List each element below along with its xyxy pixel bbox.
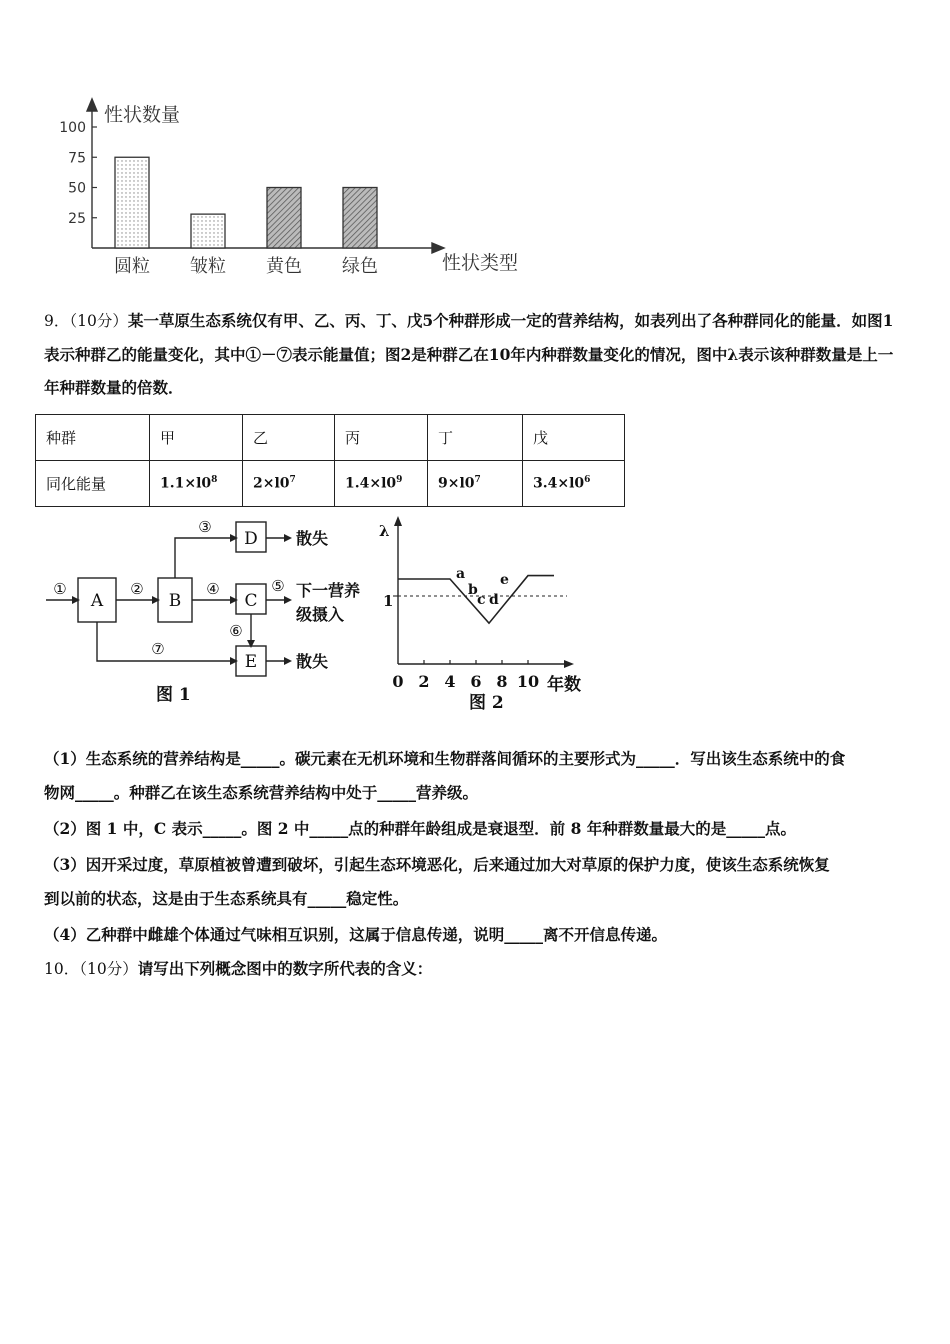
figure-1-energy-flow [40, 514, 370, 714]
table-header-cell: 种群 [36, 415, 150, 461]
x-tick-label: 10 [516, 672, 540, 691]
q9-number: 9．（10分） [44, 312, 128, 330]
x-tick-label: 4 [444, 672, 456, 691]
box-d-label: D [244, 529, 258, 549]
q10-text: 请写出下列概念图中的数字所代表的含义： [137, 959, 433, 978]
x-tick-label: 2 [418, 672, 430, 691]
y-tick-label: 25 [68, 210, 86, 227]
x-category-label: 黄色 [266, 256, 302, 277]
x-tick-label: 6 [470, 672, 482, 691]
trait-bar-chart [40, 95, 560, 290]
point-label-c: c [477, 592, 486, 608]
figure-1-caption: 图 1 [156, 685, 191, 705]
y-tick-label: 50 [68, 180, 86, 197]
y-tick-label: 75 [68, 150, 86, 167]
x-category-label: 绿色 [342, 256, 378, 277]
flow-label-1: ① [53, 580, 67, 598]
output-c-label-line1: 下一营养 [296, 581, 361, 600]
table-header-cell: 丙 [335, 415, 428, 461]
box-e-label: E [244, 652, 258, 672]
q10 [44, 957, 432, 979]
fig2-ylabel: λ [379, 522, 390, 540]
box-a-label: A [90, 591, 104, 611]
bar [267, 188, 301, 249]
box-b-label: B [168, 591, 182, 611]
bar [343, 188, 377, 249]
output-c-label-line2: 级摄入 [296, 605, 345, 624]
flow-label-2: ② [130, 580, 144, 598]
x-category-label: 皱粒 [190, 256, 226, 277]
point-label-b: b [468, 582, 478, 598]
energy-table [35, 414, 625, 507]
table-cell: $3.4\times l0^6$ [523, 461, 625, 507]
q9-subquestion-2: （2）图 1 中，C 表示_____。图 2 中_____点的种群年龄组成是衰退型．前 8 年种群数量最大的是_____点。 [44, 819, 797, 838]
y-tick-label: 100 [59, 120, 86, 136]
bar-chart-ylabel: 性状数量 [104, 104, 181, 126]
table-row [36, 461, 625, 507]
table-cell: $1.1\times l0^8$ [150, 461, 243, 507]
table-cell: $1.4\times l0^9$ [335, 461, 428, 507]
q9-intro [44, 304, 906, 404]
q10-number: 10．（10分） [44, 960, 138, 978]
point-label-a: a [456, 566, 466, 582]
flow-label-6: ⑥ [229, 622, 243, 640]
box-c-label: C [244, 591, 258, 611]
table-header-cell: 丁 [428, 415, 523, 461]
output-e-label: 散失 [296, 652, 329, 671]
table-cell: $9\times l0^7$ [428, 461, 523, 507]
table-row [36, 415, 625, 461]
table-header-cell: 戊 [523, 415, 625, 461]
table-header-cell: 甲 [150, 415, 243, 461]
fig2-xlabel: 年数 [547, 675, 581, 695]
bar [191, 214, 225, 248]
bar [115, 157, 149, 248]
q9-subquestion-4: （4）乙种群中雌雄个体通过气味相互识别，这属于信息传递，说明_____离不开信息传递。 [44, 925, 668, 944]
point-label-d: d [489, 592, 499, 608]
fig2-ref-label: 1 [383, 592, 394, 610]
bar-chart-xlabel: 性状类型 [442, 252, 519, 274]
output-d-label: 散失 [296, 529, 329, 548]
table-header-cell: 乙 [243, 415, 335, 461]
figure-2-lambda-chart [365, 514, 605, 719]
figure-2-caption: 图 2 [469, 693, 504, 713]
point-label-e: e [500, 572, 509, 588]
x-tick-label: 0 [392, 672, 404, 691]
flow-label-5: ⑤ [271, 577, 285, 595]
x-tick-label: 8 [496, 672, 508, 691]
flow-label-4: ④ [206, 580, 220, 598]
q9-subquestion-3: （3）因开采过度，草原植被曾遭到破坏，引起生态环境恶化，后来通过加大对草原的保护力度，使该生态系统恢复 到以前的状态，这是由于生态系统具有_____稳定性。 [44, 855, 830, 908]
table-row-label: 同化能量 [36, 461, 150, 507]
flow-label-3: ③ [198, 518, 212, 536]
x-category-label: 圆粒 [114, 256, 150, 277]
q9-subquestion-1: （1）生态系统的营养结构是_____。碳元素在无机环境和生物群落间循环的主要形式为_____．写出该生态系统中的食 物网_____。种群乙在该生态系统营养结构中处于_____营养级。 [44, 749, 846, 802]
flow-label-7: ⑦ [151, 640, 165, 658]
q9-text: 某一草原生态系统仅有甲、乙、丙、丁、戊5个种群形成一定的营养结构，如表列出了各种群同化的能量．如图1表示种群乙的能量变化，其中①－⑦表示能量值；图2是种群乙在10年内种群数量变化的情况，图中λ表示该种群数量是上一年种群数量的倍数． [44, 311, 894, 397]
table-cell: $2\times l0^7$ [243, 461, 335, 507]
